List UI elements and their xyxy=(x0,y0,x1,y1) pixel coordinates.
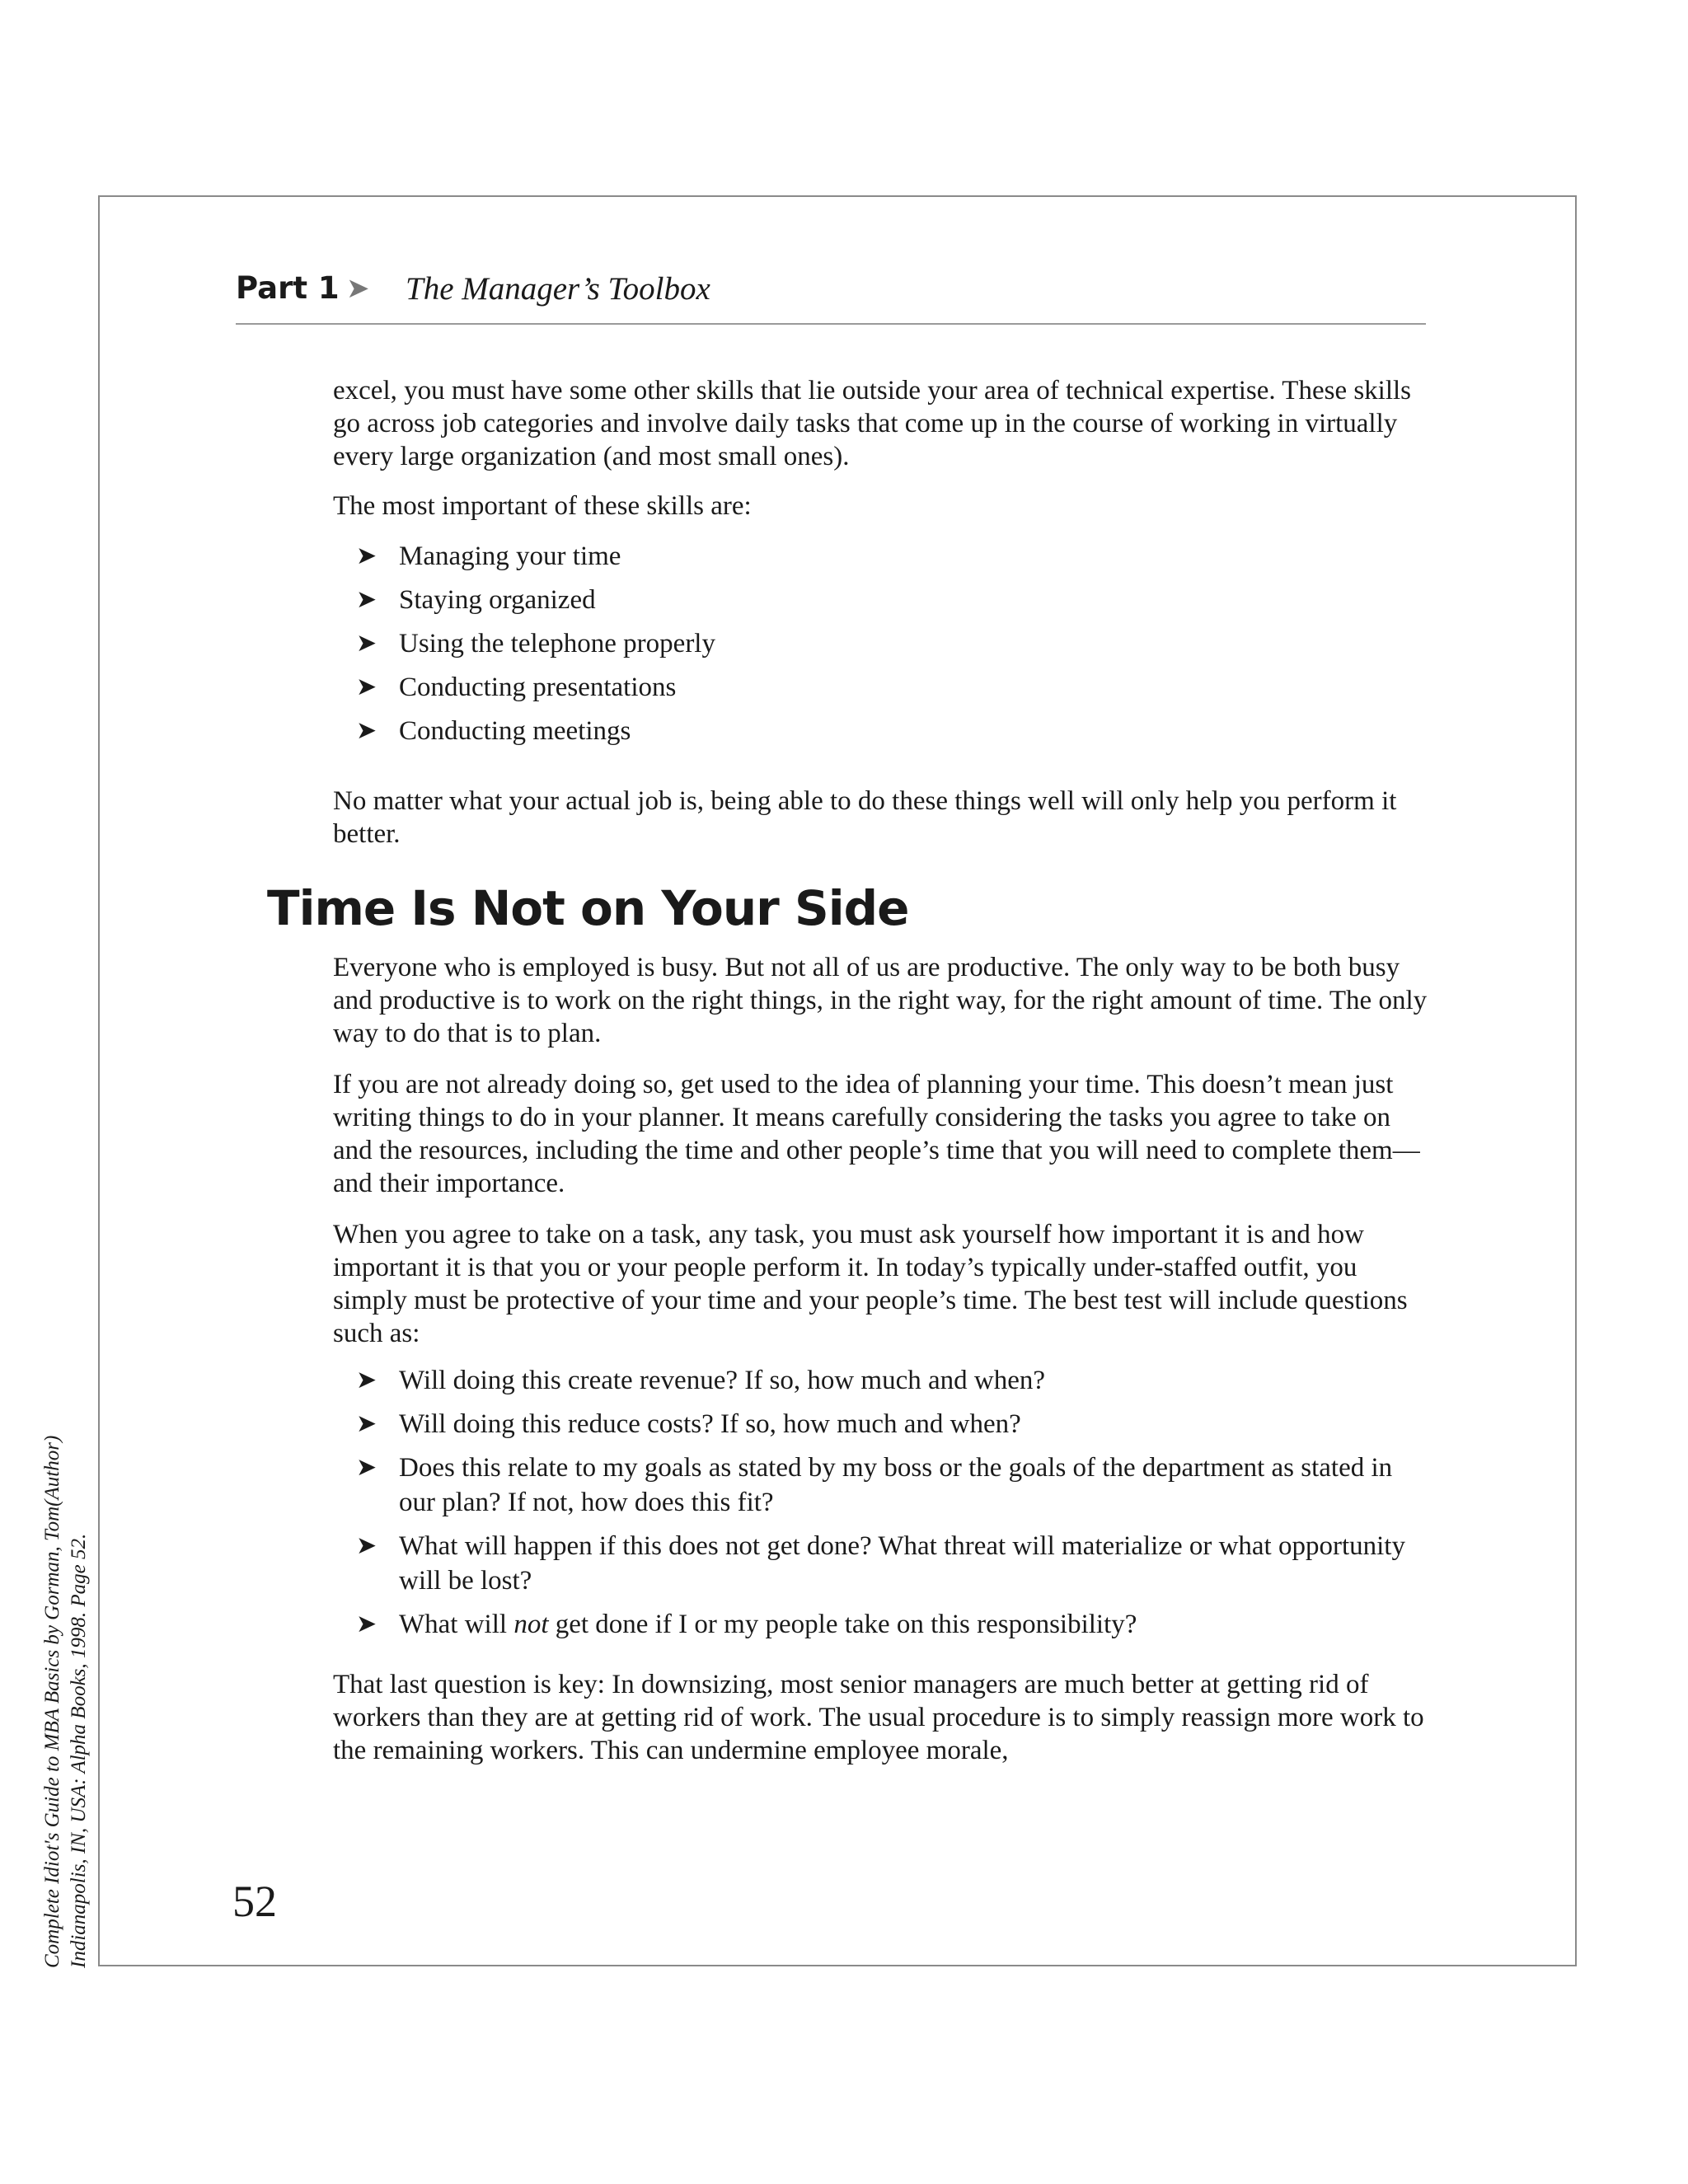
list-item: ➤ Will doing this reduce costs? If so, how much and when? xyxy=(356,1407,1428,1441)
list-item: ➤ Conducting presentations xyxy=(356,670,1428,705)
list-item: ➤ Using the telephone properly xyxy=(356,626,1428,661)
intro-paragraph-2: The most important of these skills are: xyxy=(333,491,752,521)
arrow-bullet-icon: ➤ xyxy=(356,541,377,570)
section-paragraph-1: Everyone who is employed is busy. But not all of us are productive. The only way to be both busy and productive is to work on the right things, in the right way, for the right amount of time. The only way to do that is to plan. xyxy=(333,953,1428,1048)
arrow-bullet-icon: ➤ xyxy=(356,1531,377,1560)
arrow-bullet-icon: ➤ xyxy=(356,585,377,614)
side-citation xyxy=(40,1436,92,1968)
list-item: ➤ Does this relate to my goals as stated by my boss or the goals of the department as stated in our plan? If not, how does this fit? xyxy=(356,1451,1428,1520)
arrow-bullet-icon: ➤ xyxy=(356,673,377,701)
citation-line-1: Complete Idiot's Guide to MBA Basics by Gorman, Tom(Author) xyxy=(41,1435,63,1968)
questions-list xyxy=(356,1363,1428,1651)
section-paragraph-3: When you agree to take on a task, any task, you must ask yourself how important it is and how important it is that you or your people perform it. In today’s typically under-staffed outfit, you simply must be protective of your time and your people’s time. The best test will include questions such as: xyxy=(333,1220,1408,1348)
part-title: The Manager’s Toolbox xyxy=(406,271,710,307)
list-item: ➤ What will happen if this does not get done? What threat will materialize or what opportunity will be lost? xyxy=(356,1529,1428,1598)
emphasis-not: not xyxy=(513,1610,549,1639)
running-header xyxy=(236,262,1426,325)
section-paragraph-2: If you are not already doing so, get used to the idea of planning your time. This doesn’t mean just writing things to do in your planner. It means carefully considering the tasks you agree to take on and the resources, including the time and other people’s time that you will need to complete them—and their importance. xyxy=(333,1070,1420,1198)
list-item: ➤ What will not get done if I or my people take on this responsibility? xyxy=(356,1607,1428,1642)
list-item: ➤ Will doing this create revenue? If so, how much and when? xyxy=(356,1363,1428,1398)
arrow-bullet-icon: ➤ xyxy=(356,1366,377,1394)
skills-list xyxy=(356,539,1428,757)
part-label: Part 1 xyxy=(236,270,340,306)
section-heading: Time Is Not on Your Side xyxy=(267,880,909,936)
arrow-bullet-icon: ➤ xyxy=(356,1610,377,1638)
citation-line-2: Indianapolis, IN, USA: Alpha Books, 1998. Page 52. xyxy=(68,1533,90,1968)
list-item: ➤ Managing your time xyxy=(356,539,1428,574)
list-item: ➤ Staying organized xyxy=(356,583,1428,617)
page-number: 52 xyxy=(232,1877,277,1926)
intro-paragraph-3: No matter what your actual job is, being able to do these things well will only help you perform it better. xyxy=(333,786,1397,849)
intro-paragraph-1: excel, you must have some other skills that lie outside your area of technical expertise. These skills go across job categories and involve daily tasks that come up in the course of working in virtually every large organization (and most small ones). xyxy=(333,376,1412,471)
arrow-bullet-icon: ➤ xyxy=(356,629,377,658)
section-paragraph-4: That last question is key: In downsizing, most senior managers are much better at getting rid of workers than they are at getting rid of work. The usual procedure is to simply reassign more work to the remaining workers. This can undermine employee morale, xyxy=(333,1670,1424,1765)
arrow-bullet-icon: ➤ xyxy=(356,716,377,745)
arrow-bullet-icon: ➤ xyxy=(356,1409,377,1438)
list-item: ➤ Conducting meetings xyxy=(356,714,1428,748)
arrow-bullet-icon: ➤ xyxy=(356,1453,377,1482)
arrow-icon: ➤ xyxy=(346,272,370,305)
